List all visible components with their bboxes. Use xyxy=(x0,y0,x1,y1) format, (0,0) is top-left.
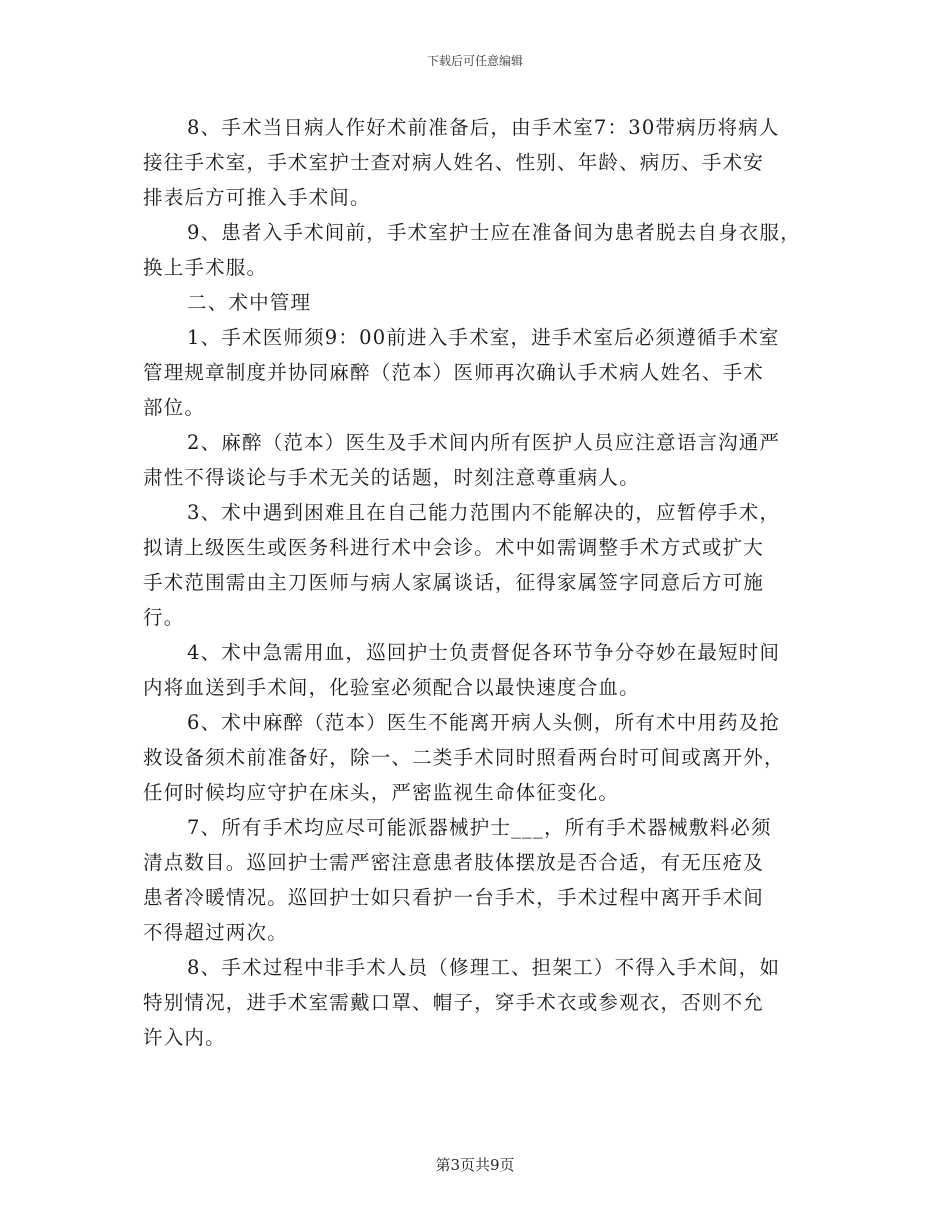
text-line: 1、手术医师须9：00前进入手术室，进手术室后必须遵循手术室 xyxy=(187,326,780,349)
text-line: 内将血送到手术间，化验室必须配合以最快速度合血。 xyxy=(143,676,640,699)
text-line: 不得超过两次。 xyxy=(143,921,288,944)
text-line: 接往手术室，手术室护士查对病人姓名、性别、年龄、病历、手术安 xyxy=(143,151,765,174)
paragraph-pre-op-8 xyxy=(143,110,823,215)
paragraph-intraop-4 xyxy=(143,635,823,705)
paragraph-intraop-8 xyxy=(143,950,823,1055)
paragraph-intraop-6 xyxy=(143,705,823,810)
text-line: 4、术中急需用血，巡回护士负责督促各环节争分夺妙在最短时间 xyxy=(187,641,781,664)
text-line: 部位。 xyxy=(143,396,206,419)
text-line: 许入内。 xyxy=(143,1026,226,1049)
text-line: 特别情况，进手术室需戴口罩、帽子，穿手术衣或参观衣，否则不允 xyxy=(143,991,765,1014)
section-heading: 二、术中管理 xyxy=(187,291,312,314)
text-line: 8、手术当日病人作好术前准备后，由手术室7：30带病历将病人 xyxy=(187,116,780,139)
section-heading-intraop xyxy=(143,285,823,320)
text-line: 行。 xyxy=(143,606,185,629)
text-line: 拟请上级医生或医务科进行术中会诊。术中如需调整手术方式或扩大 xyxy=(143,536,765,559)
text-line: 2、麻醉（范本）医生及手术间内所有医护人员应注意语言沟通严 xyxy=(187,431,781,454)
text-line: 管理规章制度并协同麻醉（范本）医师再次确认手术病人姓名、手术 xyxy=(143,361,765,384)
text-line: 排表后方可推入手术间。 xyxy=(143,186,371,209)
text-line: 救设备须术前准备好，除一、二类手术同时照看两台时可间或离开外， xyxy=(143,746,785,769)
text-line: 7、所有手术均应尽可能派器械护士___，所有手术器械敷料必须 xyxy=(187,816,772,839)
paragraph-pre-op-9 xyxy=(143,215,823,285)
paragraph-intraop-2 xyxy=(143,425,823,495)
text-line: 清点数目。巡回护士需严密注意患者肢体摆放是否合适，有无压疮及 xyxy=(143,851,765,874)
document-body xyxy=(143,110,823,1055)
text-line: 肃性不得谈论与手术无关的话题，时刻注意尊重病人。 xyxy=(143,466,640,489)
paragraph-intraop-3 xyxy=(143,495,823,635)
page-footer: 第3页共9页 xyxy=(435,1156,515,1174)
text-line: 手术范围需由主刀医师与病人家属谈话，征得家属签字同意后方可施 xyxy=(143,571,765,594)
text-line: 6、术中麻醉（范本）医生不能离开病人头侧，所有术中用药及抢 xyxy=(187,711,781,734)
paragraph-intraop-1 xyxy=(143,320,823,425)
text-line: 换上手术服。 xyxy=(143,256,268,279)
paragraph-intraop-7 xyxy=(143,810,823,950)
text-line: 任何时候均应守护在床头，严密监视生命体征变化。 xyxy=(143,781,620,804)
text-line: 8、手术过程中非手术人员（修理工、担架工）不得入手术间，如 xyxy=(187,956,781,979)
text-line: 3、术中遇到困难且在自己能力范围内不能解决的，应暂停手术， xyxy=(187,501,781,524)
text-line: 9、患者入手术间前，手术室护士应在准备间为患者脱去自身衣服， xyxy=(187,221,801,244)
page-header: 下载后可任意编辑 xyxy=(426,54,523,68)
text-line: 患者冷暖情况。巡回护士如只看护一台手术，手术过程中离开手术间 xyxy=(143,886,765,909)
